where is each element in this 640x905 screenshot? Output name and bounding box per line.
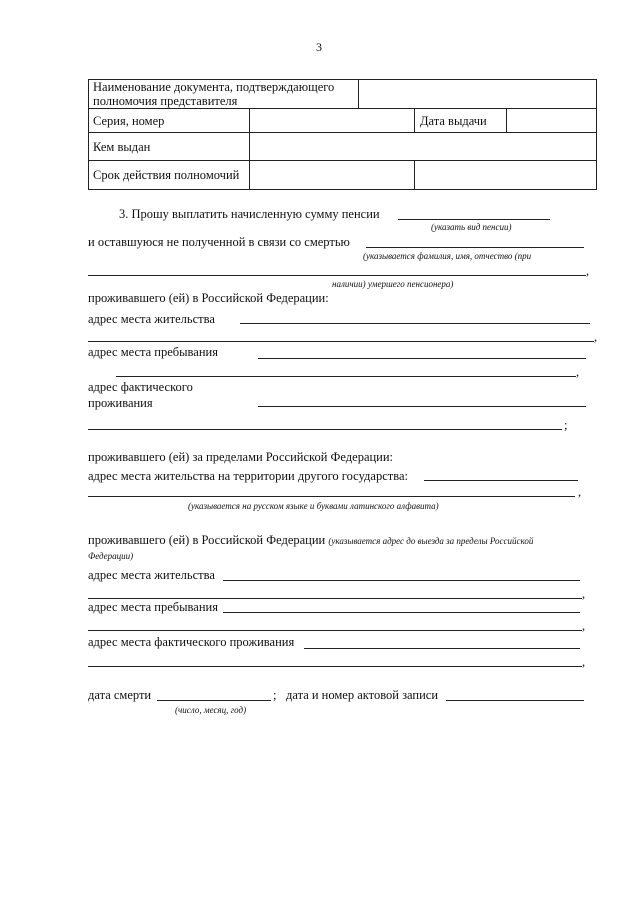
comma: , — [586, 264, 590, 278]
abroad-residence-field[interactable] — [424, 480, 578, 481]
comma: , — [578, 485, 582, 499]
rfb-stay-field-2[interactable] — [88, 630, 582, 631]
rf-actual-field[interactable] — [258, 406, 586, 407]
rf-stay-field-2[interactable] — [116, 376, 576, 377]
rfb-residence-field-2[interactable] — [88, 598, 582, 599]
death-date-hint: (число, месяц, год) — [175, 705, 247, 715]
lang-hint: (указывается на русском языке и буквами латинского алфавита) — [188, 501, 439, 511]
rf-stay-label: адрес места пребывания — [88, 345, 218, 359]
rf-actual-label-1: адрес фактического — [88, 380, 193, 394]
rfb-actual-field-2[interactable] — [88, 666, 582, 667]
rfb-residence-label: адрес места жительства — [88, 568, 215, 582]
deceased-name-field-2[interactable] — [88, 275, 586, 276]
issue-date-value[interactable] — [508, 110, 594, 130]
issue-date-label: Дата выдачи — [420, 114, 487, 128]
comma: , — [582, 655, 586, 669]
abroad-residence-label: адрес места жительства на территории другого государства: — [88, 469, 408, 483]
death-record-label: дата и номер актовой записи — [286, 688, 439, 702]
rf-actual-field-2[interactable] — [88, 429, 562, 430]
death-date-field[interactable] — [157, 700, 271, 701]
semicolon: ; — [273, 688, 277, 702]
rf-residence-label: адрес места жительства — [88, 312, 215, 326]
semicolon: ; — [564, 418, 568, 432]
validity-label: Срок действия полномочий — [93, 168, 240, 182]
comma: , — [576, 365, 580, 379]
rf-before-departure-title — [88, 533, 533, 548]
pension-request-text: 3. Прошу выплатить начисленную сумму пенсии — [119, 207, 380, 221]
comma: , — [594, 330, 598, 344]
fio-hint-2: наличии) умершего пенсионера) — [332, 279, 454, 289]
rep-doc-value[interactable] — [360, 82, 594, 106]
pension-type-hint: (указать вид пенсии) — [431, 222, 512, 232]
rf-actual-label-2: проживания — [88, 396, 153, 410]
series-number-value[interactable] — [251, 110, 412, 130]
page-number: 3 — [316, 40, 322, 54]
rf-before-departure-title-text: проживавшего (ей) в Российской Федерации — [88, 533, 326, 547]
deceased-name-field[interactable] — [366, 247, 584, 248]
rfb-stay-label: адрес места пребывания — [88, 600, 218, 614]
rf-section-title: проживавшего (ей) в Российской Федерации: — [88, 291, 329, 305]
fio-hint-1: (указывается фамилия, имя, отчество (при — [363, 251, 532, 261]
rf-residence-field[interactable] — [240, 323, 590, 324]
rf-before-departure-hint-2: Федерации) — [88, 551, 134, 561]
comma: , — [582, 619, 586, 633]
rfb-actual-field[interactable] — [304, 648, 580, 649]
comma: , — [582, 587, 586, 601]
rfb-actual-label: адрес места фактического проживания — [88, 635, 295, 649]
rf-stay-field[interactable] — [258, 358, 586, 359]
abroad-residence-field-2[interactable] — [88, 496, 575, 497]
abroad-section-title: проживавшего (ей) за пределами Российской Федерации: — [88, 450, 394, 464]
series-number-label: Серия, номер — [93, 114, 165, 128]
rfb-stay-field[interactable] — [223, 612, 580, 613]
remaining-text: и оставшуюся не полученной в связи со смертью — [88, 235, 350, 249]
rf-before-departure-hint-1: (указывается адрес до выезда за пределы Российской — [328, 536, 534, 546]
validity-value[interactable] — [251, 162, 412, 187]
death-date-label: дата смерти — [88, 688, 152, 702]
rf-residence-field-2[interactable] — [88, 341, 594, 342]
rep-doc-label: Наименование документа, подтверждающего полномочия представителя — [93, 80, 335, 108]
death-record-field[interactable] — [446, 700, 584, 701]
pension-type-field[interactable] — [398, 219, 550, 220]
issued-by-label: Кем выдан — [93, 140, 151, 154]
issued-by-value[interactable] — [251, 134, 594, 158]
rfb-residence-field[interactable] — [223, 580, 580, 581]
